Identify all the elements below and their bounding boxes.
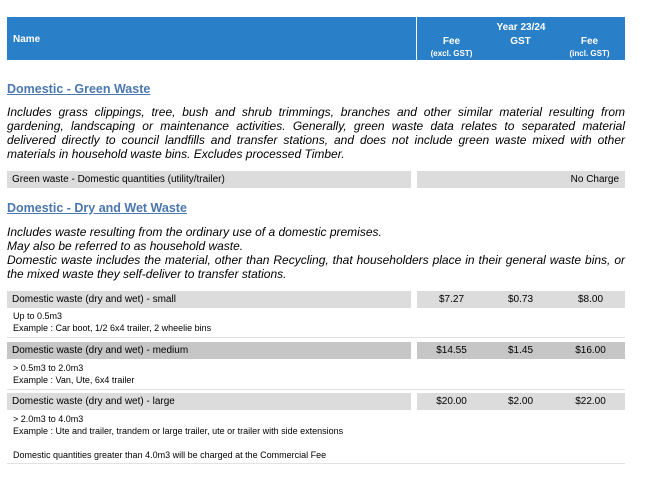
column-header-fee-excl [417,36,486,60]
table-row-green-waste [7,171,625,188]
fee-excl-value: $14.55 [436,345,467,356]
table-row-small [7,291,625,308]
column-header-name: Name [13,34,41,45]
row-name: Domestic waste (dry and wet) - large [12,396,175,407]
row-name: Green waste - Domestic quantities (utility/trailer) [12,174,225,185]
description-line: May also be referred to as household waste. [7,239,244,253]
description-text: Includes grass clippings, tree, bush and shrub trimmings, branches and other similar material resulting from gardening, landscaping or maintenance activities. Generally, green waste data relates to separated material delivered directly to council landfills and transfer stations, and does not include green waste mixed with other materials in household waste bins. Excludes processed Timber. [7,105,625,161]
row-name-cell [7,342,411,359]
detail-line [7,437,625,449]
table-header [7,17,625,60]
section-title-dry-wet-waste: Domestic - Dry and Wet Waste [7,201,187,215]
table-row-medium [7,342,625,359]
fee-excl-value: $7.27 [438,294,465,305]
fee-excl-value: $20.00 [436,396,467,407]
column-header-fee-incl [555,36,624,60]
detail-line: Up to 0.5m3 [13,311,63,321]
row-details-medium [7,362,625,390]
description-line: Includes waste resulting from the ordinary use of a domestic premises. [7,225,382,239]
detail-line: Example : Car boot, 1/2 6x4 trailer, 2 wheelie bins [13,323,212,333]
description-line: Domestic waste includes the material, other than Recycling, that householders place in their general waste bins, or the mixed waste they self-deliver to transfer stations. [7,253,625,281]
fee-incl-value: $22.00 [575,396,606,407]
detail-line: Example : Ute and trailer, trandem or large trailer, ute or trailer with side extensions [13,426,344,436]
column-header-fee-excl-sub: (excl. GST) [430,49,473,58]
section-description-green-waste [7,105,625,161]
column-header-fee-excl-label: Fee [442,36,461,47]
row-value-cell [417,342,625,359]
row-name-cell [7,171,411,188]
fee-incl-value: $16.00 [575,345,606,356]
gst-value: $0.73 [507,294,534,305]
row-name-cell [7,291,411,308]
column-header-fee-incl-sub: (incl. GST) [569,49,610,58]
detail-line: > 0.5m3 to 2.0m3 [13,363,84,373]
fee-value: No Charge [570,174,619,185]
row-name: Domestic waste (dry and wet) - medium [12,345,189,356]
detail-line: Example : Van, Ute, 6x4 trailer [13,375,135,385]
row-value-cell [417,171,625,188]
gst-value: $2.00 [507,396,534,407]
table-row-large [7,393,625,410]
detail-line: > 2.0m3 to 4.0m3 [13,414,84,424]
row-details-large [7,413,625,464]
fee-incl-value: $8.00 [577,294,604,305]
section-description-dry-wet-waste [7,225,625,281]
gst-value: $1.45 [507,345,534,356]
row-name-cell [7,393,411,410]
column-header-gst: GST [510,36,531,47]
row-details-small [7,310,625,338]
detail-line: Domestic quantities greater than 4.0m3 will be charged at the Commercial Fee [13,450,327,460]
row-value-cell [417,393,625,410]
column-header-fee-incl-label: Fee [580,36,599,47]
row-value-cell [417,291,625,308]
section-title-green-waste: Domestic - Green Waste [7,82,151,96]
row-name: Domestic waste (dry and wet) - small [12,294,176,305]
column-header-year: Year 23/24 [496,22,546,33]
